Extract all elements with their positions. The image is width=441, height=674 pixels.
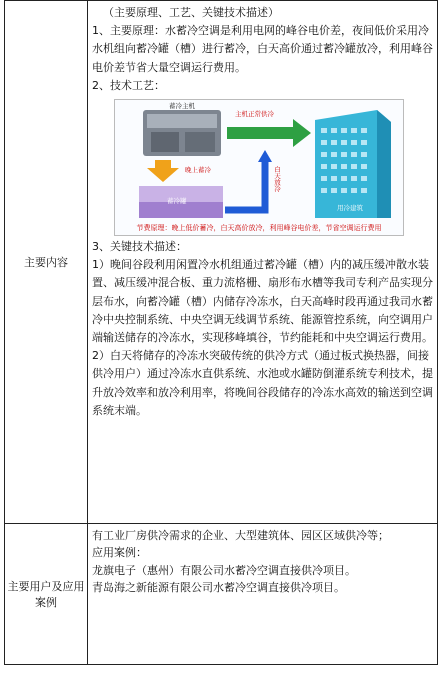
row-main-content (5, 1, 438, 524)
chiller-label: 蓄冷主机 (169, 102, 195, 111)
row-users-cases (5, 524, 438, 665)
key-tech-item-2: 2）白天将储存的冷冻水突破传统的供冷方式（通过板式换热器，间接供冷用户）通过冷冻水直供系统、水池或水罐防倒灌系统专利技术，提升放冷效率和放冷利用率，将晚间谷段储存的冷冻水高效的输送到空调系统末端。 (92, 349, 433, 417)
process-diagram-graphic (115, 100, 403, 235)
tank-label: 蓄冷罐 (167, 197, 187, 206)
users-cases-label: 主要用户及应用案例 (5, 524, 88, 665)
key-tech-heading: 3、关键技术描述： (92, 240, 187, 254)
key-tech-item-1: 1）晚间谷段利用闲置冷水机组通过蓄冷罐（槽）内的减压缓冲散水装置、减压缓冲混合板、重力流格栅、扇形布水槽等我司专利产品实现分层布水，向蓄冷罐（槽）内储存冷冻水，白天高峰时段再通过我司水蓄冷中央控制系统、中央空调无线调节系统、能源管控系统，向空调用户端输送储存的冷冻水，实现移峰填谷，节约能耗和中央空调运行费用。 (92, 258, 433, 345)
users-cases-cell (88, 524, 438, 665)
main-content-label: 主要内容 (5, 1, 88, 524)
normal-supply-label: 主机正常供冷 (235, 110, 274, 119)
discharge-arrow-icon (225, 160, 265, 210)
charge-arrow-icon (147, 160, 179, 182)
users-text: 有工业厂房供冷需求的企业、大型建筑体、园区区域供冷等； (92, 529, 389, 542)
case-item-1: 龙旗电子（惠州）有限公司水蓄冷空调直接供冷项目。 (92, 563, 356, 577)
main-content-cell (88, 1, 438, 524)
process-diagram (114, 99, 404, 236)
cases-heading: 应用案例： (92, 546, 147, 560)
heading-text: （主要原理、工艺、关键技术描述） (103, 6, 279, 19)
day-discharge-label: 白天放冷 (273, 166, 281, 193)
case-item-2: 青岛海之新能源有限公司水蓄冷空调直接供冷项目。 (92, 581, 345, 595)
building-label: 用冷建筑 (337, 204, 363, 213)
content-table (4, 0, 438, 665)
principle-text: 1、主要原理：水蓄冷空调是利用电网的峰谷电价差，夜间低价采用冷水机组向蓄冷罐（槽）进行蓄冷，白天高价通过蓄冷罐放冷，利用峰谷电价差节省大量空调运行费用。 (92, 24, 433, 74)
night-charge-label: 晚上蓄冷 (185, 166, 211, 175)
supply-arrow-icon (227, 119, 311, 147)
diagram-caption: 节费原理：晚上低价蓄冷，白天高价放冷，利用峰谷电价差，节省空调运行费用 (136, 224, 382, 233)
process-heading: 2、技术工艺： (92, 78, 165, 92)
